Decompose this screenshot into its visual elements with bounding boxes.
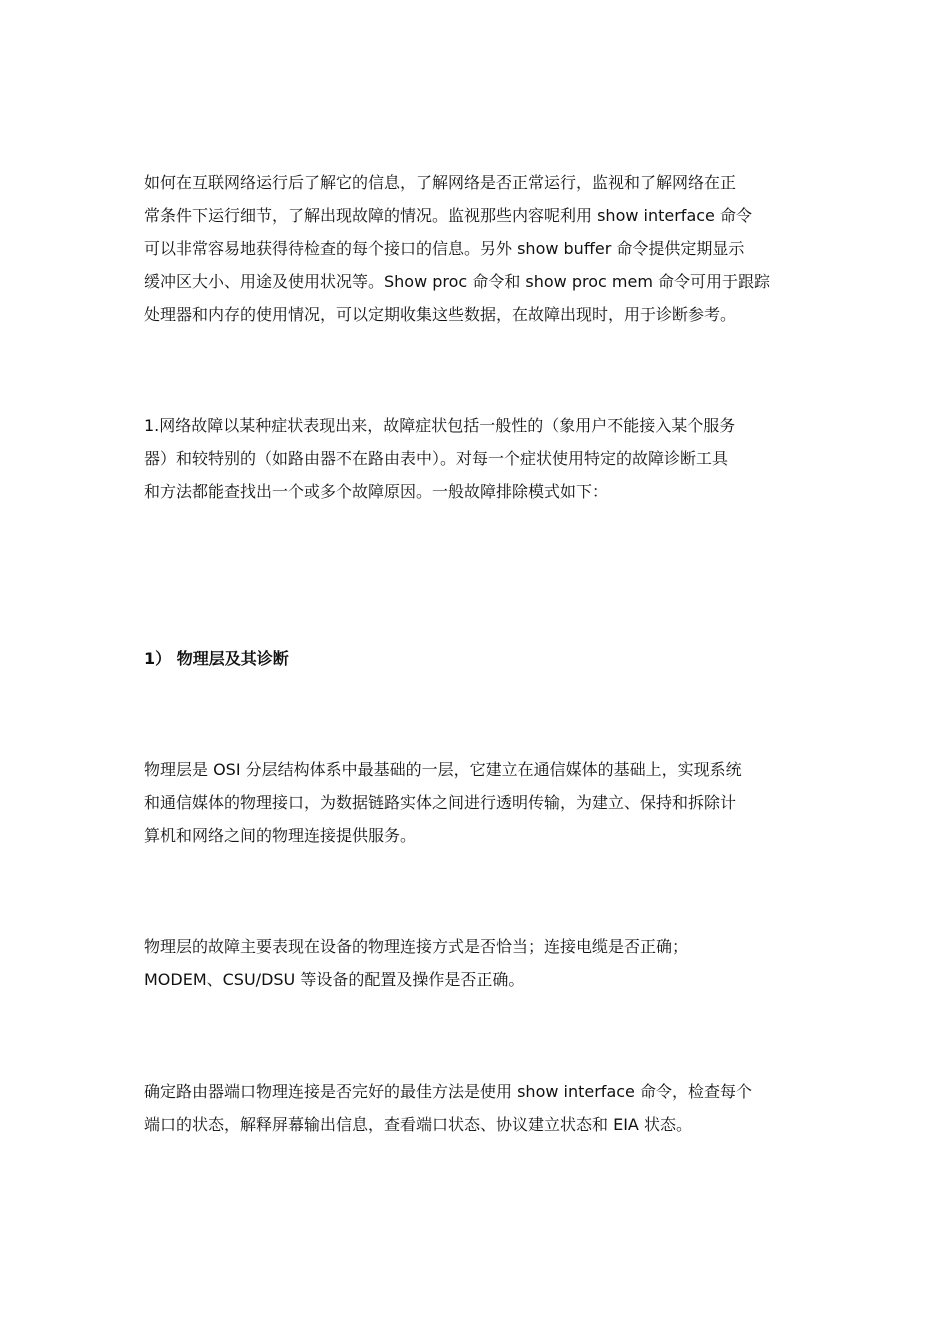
paragraph-monitoring [144,166,809,331]
text-line: 处理器和内存的使用情况，可以定期收集这些数据，在故障出现时，用于诊断参考。 [144,305,737,324]
text-line: 物理层的故障主要表现在设备的物理连接方式是否恰当；连接电缆是否正确； [144,937,689,956]
text-line: 如何在互联网络运行后了解它的信息，了解网络是否正常运行，监视和了解网络在正 [144,173,737,192]
text-line: 和方法都能查找出一个或多个故障原因。一般故障排除模式如下： [144,482,609,501]
text-line: 1.网络故障以某种症状表现出来，故障症状包括一般性的（象用户不能接入某个服务 [144,416,736,435]
text-line: MODEM、CSU/DSU 等设备的配置及操作是否正确。 [144,970,525,989]
text-line: 和通信媒体的物理接口，为数据链路实体之间进行透明传输，为建立、保持和拆除计 [144,793,737,812]
paragraph-physical-faults [144,930,809,996]
text-line: 物理层是 OSI 分层结构体系中最基础的一层，它建立在通信媒体的基础上，实现系统 [144,760,742,779]
text-line: 器）和较特别的（如路由器不在路由表中）。对每一个症状使用特定的故障诊断工具 [144,449,729,468]
text-line: 常条件下运行细节，了解出现故障的情况。监视那些内容呢利用 show interface 命令 [144,206,752,225]
text-line: 缓冲区大小、用途及使用状况等。Show proc 命令和 show proc mem 命令可用于跟踪 [144,272,770,291]
text-line: 确定路由器端口物理连接是否完好的最佳方法是使用 show interface 命令，检查每个 [144,1082,752,1101]
paragraph-fault-symptoms [144,409,809,508]
text-line: 算机和网络之间的物理连接提供服务。 [144,826,417,845]
paragraph-port-check [144,1075,809,1141]
text-line: 可以非常容易地获得待检查的每个接口的信息。另外 show buffer 命令提供定期显示 [144,239,745,258]
paragraph-physical-layer [144,753,809,852]
section-heading: 1） 物理层及其诊断 [144,649,289,668]
text-line: 端口的状态，解释屏幕输出信息，查看端口状态、协议建立状态和 EIA 状态。 [144,1115,692,1134]
